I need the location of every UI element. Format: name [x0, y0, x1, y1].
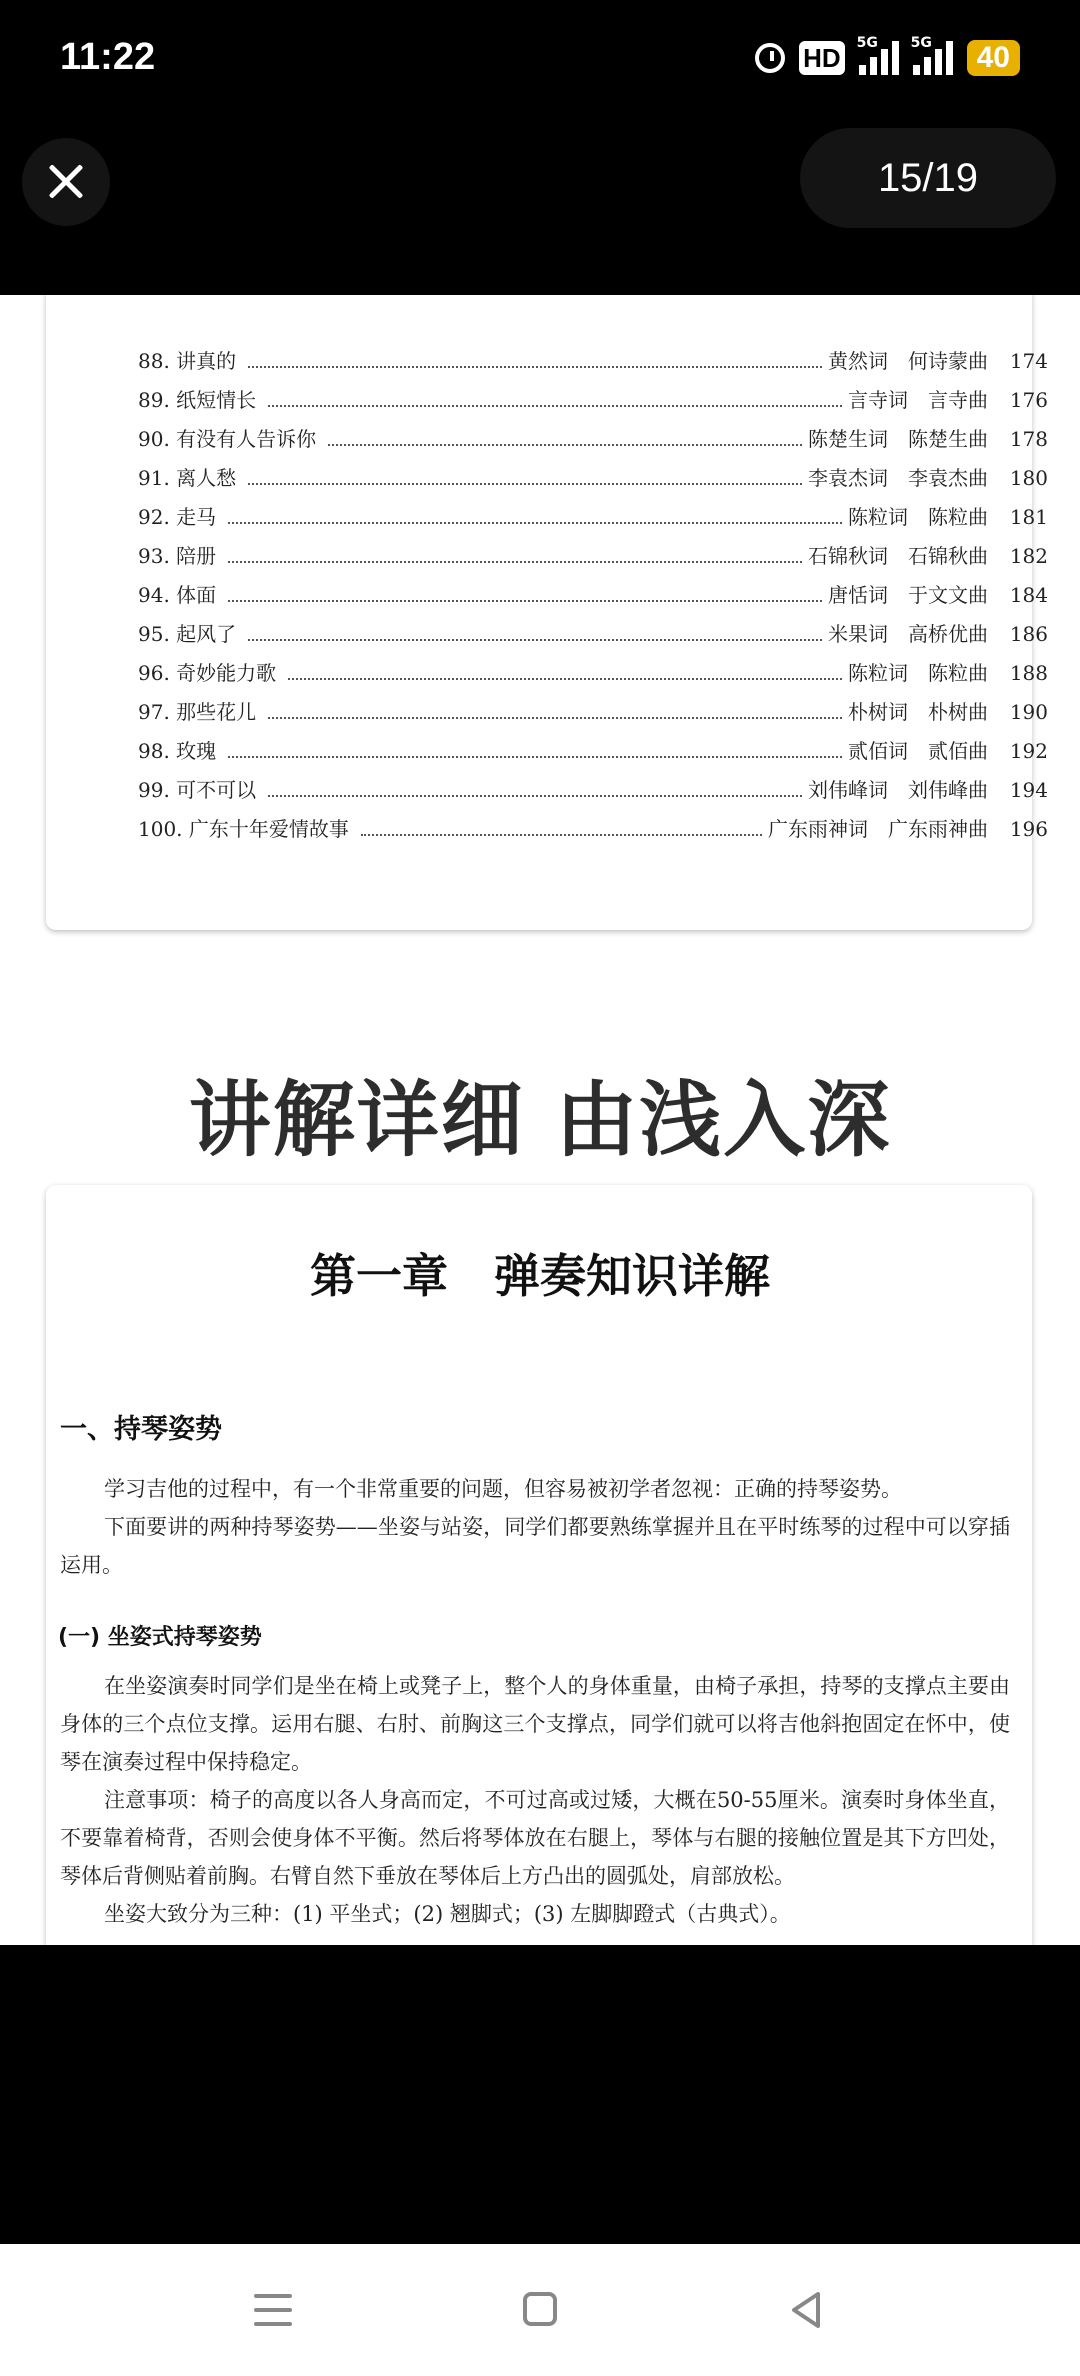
network-type-label: 5G	[856, 35, 878, 51]
page-number: 196	[1009, 817, 1048, 841]
leader-dots	[361, 834, 762, 836]
page-number: 188	[1009, 661, 1048, 685]
toc-entry	[138, 735, 1048, 774]
subsection-heading: (一) 坐姿式持琴姿势	[58, 1625, 262, 1650]
song-credits: 石锦秋词 石锦秋曲	[808, 544, 988, 568]
image-viewer[interactable]	[0, 295, 1080, 1945]
battery-indicator: 40	[967, 40, 1020, 76]
song-title: 93. 陪册	[138, 544, 217, 568]
song-credits: 李袁杰词 李袁杰曲	[808, 466, 988, 490]
toc-entry	[138, 345, 1048, 384]
paragraph: 学习吉他的过程中，有一个非常重要的问题，但容易被初学者忽视：正确的持琴姿势。	[104, 1477, 902, 1501]
leader-dots	[268, 405, 842, 407]
song-credits: 陈粒词 陈粒曲	[848, 505, 988, 529]
song-title: 89. 纸短情长	[138, 388, 257, 412]
song-title: 94. 体面	[138, 583, 217, 607]
back-icon[interactable]	[786, 2290, 826, 2330]
signal-icon-2	[910, 35, 953, 75]
song-title: 96. 奇妙能力歌	[138, 661, 277, 685]
alarm-icon	[755, 43, 785, 73]
toc-entry	[138, 384, 1048, 423]
status-icons	[755, 36, 1020, 80]
navigation-bar	[0, 2244, 1080, 2376]
toc-entry	[138, 813, 1048, 852]
page-number: 190	[1009, 700, 1048, 724]
status-bar	[0, 0, 1080, 120]
close-icon[interactable]	[22, 138, 110, 226]
toc-entry	[138, 657, 1048, 696]
page-number: 182	[1009, 544, 1048, 568]
leader-dots	[328, 444, 802, 446]
song-title: 95. 起风了	[138, 622, 237, 646]
song-credits: 广东雨神词 广东雨神曲	[768, 817, 988, 841]
toc-entry	[138, 540, 1048, 579]
song-credits: 陈粒词 陈粒曲	[848, 661, 988, 685]
song-title: 88. 讲真的	[138, 349, 237, 373]
leader-dots	[288, 678, 842, 680]
clock: 11:22	[60, 36, 156, 78]
song-title: 98. 玫瑰	[138, 739, 217, 763]
page-number: 176	[1009, 388, 1048, 412]
toc-entry	[138, 462, 1048, 501]
song-credits: 刘伟峰词 刘伟峰曲	[808, 778, 988, 802]
song-title: 100. 广东十年爱情故事	[138, 817, 349, 841]
page-number: 181	[1009, 505, 1048, 529]
toc-entry	[138, 423, 1048, 462]
page-number: 194	[1009, 778, 1048, 802]
table-of-contents	[138, 345, 1048, 852]
toc-entry	[138, 501, 1048, 540]
song-credits: 陈楚生词 陈楚生曲	[808, 427, 988, 451]
page-number: 178	[1009, 427, 1048, 451]
toc-entry	[138, 579, 1048, 618]
leader-dots	[228, 522, 842, 524]
song-credits: 贰佰词 贰佰曲	[848, 739, 988, 763]
leader-dots	[248, 483, 802, 485]
network-type-label: 5G	[910, 35, 932, 51]
toc-page-image	[46, 295, 1048, 930]
home-icon[interactable]	[523, 2292, 557, 2326]
page-counter: 15/19	[800, 128, 1056, 228]
leader-dots	[248, 639, 822, 641]
song-credits: 米果词 高桥优曲	[828, 622, 988, 646]
song-credits: 黄然词 何诗蒙曲	[828, 349, 988, 373]
page-number: 180	[1009, 466, 1048, 490]
song-title: 92. 走马	[138, 505, 217, 529]
hd-voice-icon: HD	[799, 41, 845, 75]
page-number: 186	[1009, 622, 1048, 646]
paragraph: 在坐姿演奏时同学们是坐在椅上或凳子上，整个人的身体重量，由椅子承担，持琴的支撑点主要由身体的三个点位支撑。运用右腿、右肘、前胸这三个支撑点，同学们就可以将吉他斜抱固定在怀中，使琴在演奏过程中保持稳定。	[60, 1674, 1010, 1774]
paragraph: 注意事项：椅子的高度以各人身高而定，不可过高或过矮，大概在50-55厘米。演奏时身体坐直，不要靠着椅背，否则会使身体不平衡。然后将琴体放在右腿上，琴体与右腿的接触位置是其下方凹处，琴体后背侧贴着前胸。右臂自然下垂放在琴体后上方凸出的圆弧处，肩部放松。	[60, 1788, 1010, 1888]
song-title: 90. 有没有人告诉你	[138, 427, 317, 451]
leader-dots	[228, 756, 842, 758]
page-number: 174	[1009, 349, 1048, 373]
section-heading: 一、持琴姿势	[60, 1414, 222, 1445]
recent-apps-icon[interactable]	[254, 2294, 292, 2326]
signal-icon-1	[856, 35, 899, 75]
song-title: 97. 那些花儿	[138, 700, 257, 724]
song-credits: 朴树词 朴树曲	[848, 700, 988, 724]
paragraph: 坐姿大致分为三种：(1) 平坐式；(2) 翘脚式；(3) 左脚脚蹬式（古典式）。	[104, 1902, 791, 1926]
song-title: 99. 可不可以	[138, 778, 257, 802]
paragraph: 下面要讲的两种持琴姿势——坐姿与站姿，同学们都要熟练掌握并且在平时练琴的过程中可以穿插运用。	[60, 1515, 1010, 1577]
toc-entry	[138, 618, 1048, 657]
leader-dots	[228, 561, 802, 563]
leader-dots	[268, 717, 842, 719]
song-credits: 唐恬词 于文文曲	[828, 583, 988, 607]
leader-dots	[268, 795, 802, 797]
page-number: 192	[1009, 739, 1048, 763]
chapter-title: 第一章 弹奏知识详解	[310, 1249, 770, 1303]
toc-entry	[138, 696, 1048, 735]
leader-dots	[248, 366, 822, 368]
song-credits: 言寺词 言寺曲	[848, 388, 988, 412]
toc-entry	[138, 774, 1048, 813]
promo-headline: 讲解详细 由浅入深	[188, 1073, 892, 1168]
song-title: 91. 离人愁	[138, 466, 237, 490]
page-number: 184	[1009, 583, 1048, 607]
leader-dots	[228, 600, 822, 602]
